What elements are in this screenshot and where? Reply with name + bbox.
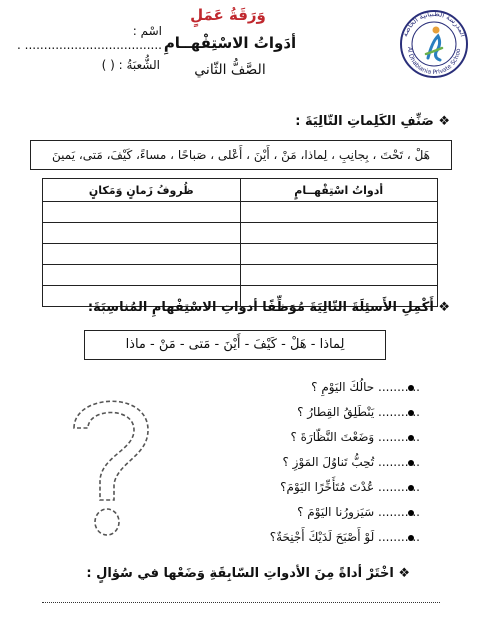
table-row (43, 244, 438, 265)
worksheet-title: وَرَقَةُ عَمَلٍ (190, 6, 266, 24)
svg-text:Al Dhabiania Private School: Al Dhabiania Private Schoo (405, 46, 463, 77)
question-item[interactable]: ........... عُدْتَ مُتَأَخِّرًا اليَوْمَ؟ (280, 480, 420, 494)
table-row (43, 223, 438, 244)
question-tools-box: لِماذا - هَلْ - كَيْفَ - أَيْنَ - مَتى - مَنْ - ماذا (84, 330, 386, 360)
column-header-question-tools: أدواتُ اسْتِفْهــامٍ (240, 179, 438, 202)
subject-title: أدَواتُ الاسْتِفْهــامِ (163, 34, 297, 52)
question-item[interactable]: ........... يَنْطَلِقُ القِطارُ ؟ (297, 405, 420, 419)
school-logo-icon (398, 8, 470, 80)
table-cell[interactable] (43, 265, 241, 286)
table-row (43, 265, 438, 286)
word-bank-box: هَلْ ، تَحْتَ ، بِجانِبِ ، لِماذا، مَنْ ، أَيْنَ ، أَعْلى ، صَباحًا ، مساءً، كَيْفَ، مَتى، يَمينَ (30, 140, 452, 170)
table-cell[interactable] (43, 223, 241, 244)
table-cell[interactable] (240, 223, 438, 244)
question-item[interactable]: ........... سَيَزورُنا اليَوْمَ ؟ (297, 505, 420, 519)
answer-line[interactable] (42, 602, 440, 603)
table-row (43, 202, 438, 223)
column-header-adverbs: ظُروفُ زَمانٍ وَمَكانٍ (43, 179, 241, 202)
student-name-field[interactable]: اسْم : .................................... . (17, 24, 162, 52)
question-item[interactable]: ........... وَضَعْتَ النَّظّارَةَ ؟ (290, 430, 420, 444)
svg-text:المدرسة الظبيانية الخاصة: المدرسة الظبيانية الخاصة (401, 9, 467, 38)
question-item[interactable]: ........... حالُكَ اليَوْمِ ؟ (311, 380, 420, 394)
classification-table (42, 178, 438, 307)
section3-heading: ❖ اخْتَرْ أداةً مِنَ الأدواتِ السّابِقَةِ وَضَعْها في سُؤالٍ : (86, 566, 410, 581)
table-cell[interactable] (240, 265, 438, 286)
table-cell[interactable] (43, 202, 241, 223)
table-cell[interactable] (43, 244, 241, 265)
section1-heading: ❖ صَنِّفِ الكَلِماتِ التّالِيَةَ : (295, 114, 450, 129)
question-item[interactable]: ........... لَوْ أَصْبَحَ لَدَيْكَ أَجْنِحَةٌ؟ (269, 530, 420, 544)
question-item[interactable]: ........... تُحِبُّ تَناوُلَ المَوْزِ ؟ (282, 455, 420, 469)
table-cell[interactable] (240, 202, 438, 223)
section2-heading: ❖ أَكْمِلِ الأَسئِلَةَ التّالِيَةَ مُوَظِّفًا أدواتِ الاسْتِفْهامِ المُناسِبَةَ: (87, 300, 450, 315)
class-section-field[interactable]: الشُّعبَةُ : ( ) (101, 58, 160, 72)
table-cell[interactable] (240, 244, 438, 265)
grade-label: الصَّفُّ الثّاني (194, 62, 266, 78)
